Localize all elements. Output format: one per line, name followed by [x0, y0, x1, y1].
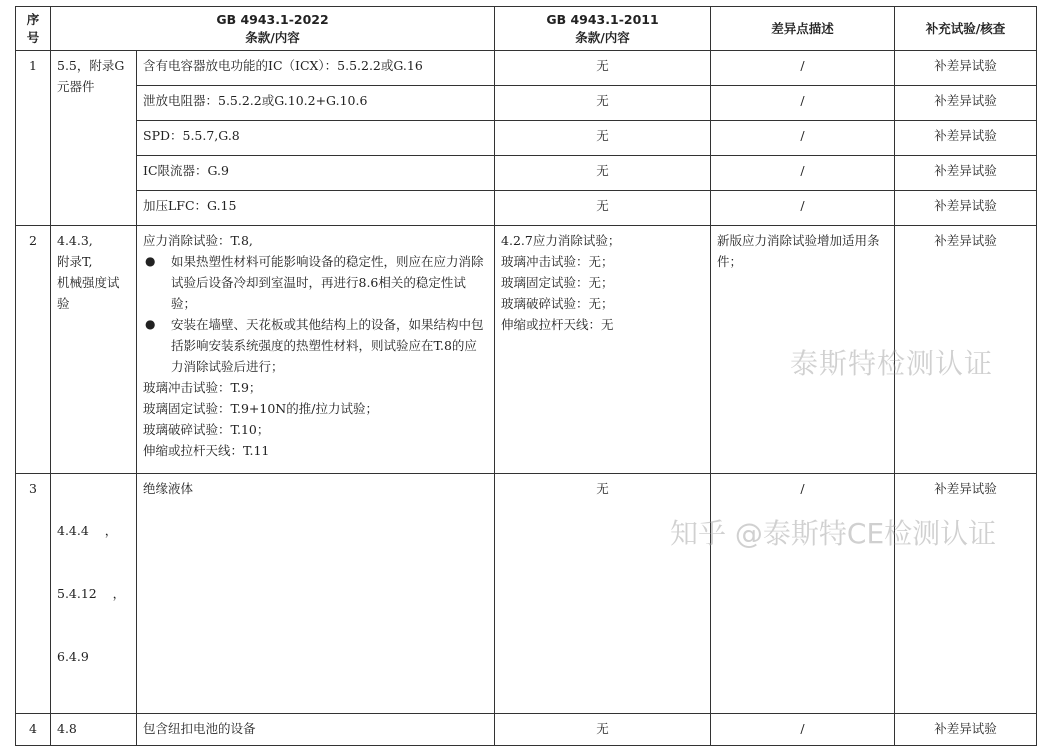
header-seq: 序 号 — [16, 7, 51, 51]
row-content: 泄放电阻器：5.5.2.2或G.10.2+G.10.6 — [137, 86, 495, 121]
row-old: 4.2.7应力消除试验； 玻璃冲击试验：无； 玻璃固定试验：无； 玻璃破碎试验：无； 伸缩或拉杆天线：无 — [495, 226, 711, 474]
row-diff: / — [711, 156, 895, 191]
row-diff: / — [711, 191, 895, 226]
row-content: 含有电容器放电功能的IC（ICX）：5.5.2.2或G.16 — [137, 51, 495, 86]
row-diff: / — [711, 121, 895, 156]
row-extra: 补差异试验 — [895, 191, 1037, 226]
table-row — [16, 474, 1037, 714]
row-old: 无 — [495, 474, 711, 714]
row-content: 应力消除试验：T.8, ● 如果热塑性材料可能影响设备的稳定性，则应在应力消除试验后设备冷却到室温时，再进行8.6相关的稳定性试验； ● 安装在墙壁、天花板或其他结构上的设备，如果结构中包括影响安装系统强度的热塑性材料，则试验应在T.8的应力消除试验后进行； 玻璃冲击试验：T.9； 玻璃固定试验：T.9+10N的推/拉力试验； 玻璃破碎试验：T.10； 伸缩或拉杆天线：T.11 — [137, 226, 495, 474]
row-extra: 补差异试验 — [895, 121, 1037, 156]
row-diff: / — [711, 474, 895, 714]
bullet-item: ● 安装在墙壁、天花板或其他结构上的设备，如果结构中包括影响安装系统强度的热塑性材料，则试验应在T.8的应力消除试验后进行； — [171, 314, 488, 377]
row-clause: 4.4.3, 附录T, 机械强度试验 — [51, 226, 137, 474]
content-heading: 应力消除试验：T.8, — [143, 233, 253, 248]
row-diff: / — [711, 51, 895, 86]
row-diff: 新版应力消除试验增加适用条件； — [711, 226, 895, 474]
bullet-list — [143, 251, 488, 377]
row-content: IC限流器：G.9 — [137, 156, 495, 191]
row-content: SPD：5.5.7,G.8 — [137, 121, 495, 156]
row-content: 加压LFC：G.15 — [137, 191, 495, 226]
row-clause: 4.8 — [51, 714, 137, 746]
header-row — [16, 7, 1037, 51]
row-content: 包含纽扣电池的设备 — [137, 714, 495, 746]
row-old: 无 — [495, 156, 711, 191]
row-seq: 2 — [16, 226, 51, 474]
row-content: 绝缘液体 — [137, 474, 495, 714]
table-row — [16, 714, 1037, 746]
table-row — [16, 86, 1037, 121]
row-extra: 补差异试验 — [895, 226, 1037, 474]
table-row — [16, 156, 1037, 191]
row-old: 无 — [495, 121, 711, 156]
watermark-bottom: 知乎 @泰斯特CE检测认证 — [670, 517, 997, 550]
row-diff: / — [711, 714, 895, 746]
row-clause: 5.5，附录G元器件 — [51, 51, 137, 226]
header-old-standard: GB 4943.1-2011 条款/内容 — [495, 7, 711, 51]
row-old: 无 — [495, 191, 711, 226]
row-extra: 补差异试验 — [895, 474, 1037, 714]
bullet-item: ● 如果热塑性材料可能影响设备的稳定性，则应在应力消除试验后设备冷却到室温时，再进行8.6相关的稳定性试验； — [171, 251, 488, 314]
row-old: 无 — [495, 714, 711, 746]
table-row — [16, 51, 1037, 86]
table-row — [16, 191, 1037, 226]
row-old: 无 — [495, 86, 711, 121]
row-old: 无 — [495, 51, 711, 86]
row-seq: 4 — [16, 714, 51, 746]
header-extra: 补充试验/核查 — [895, 7, 1037, 51]
row-seq: 3 — [16, 474, 51, 714]
row-extra: 补差异试验 — [895, 156, 1037, 191]
watermark-right: 泰斯特检测认证 — [790, 347, 994, 380]
row-extra: 补差异试验 — [895, 714, 1037, 746]
header-diff: 差异点描述 — [711, 7, 895, 51]
table-row — [16, 121, 1037, 156]
row-extra: 补差异试验 — [895, 86, 1037, 121]
row-seq: 1 — [16, 51, 51, 226]
header-new-standard: GB 4943.1-2022 条款/内容 — [51, 7, 495, 51]
row-diff: / — [711, 86, 895, 121]
row-clause: 4.4.4 ， 5.4.12 ， 6.4.9 — [51, 474, 137, 714]
row-extra: 补差异试验 — [895, 51, 1037, 86]
